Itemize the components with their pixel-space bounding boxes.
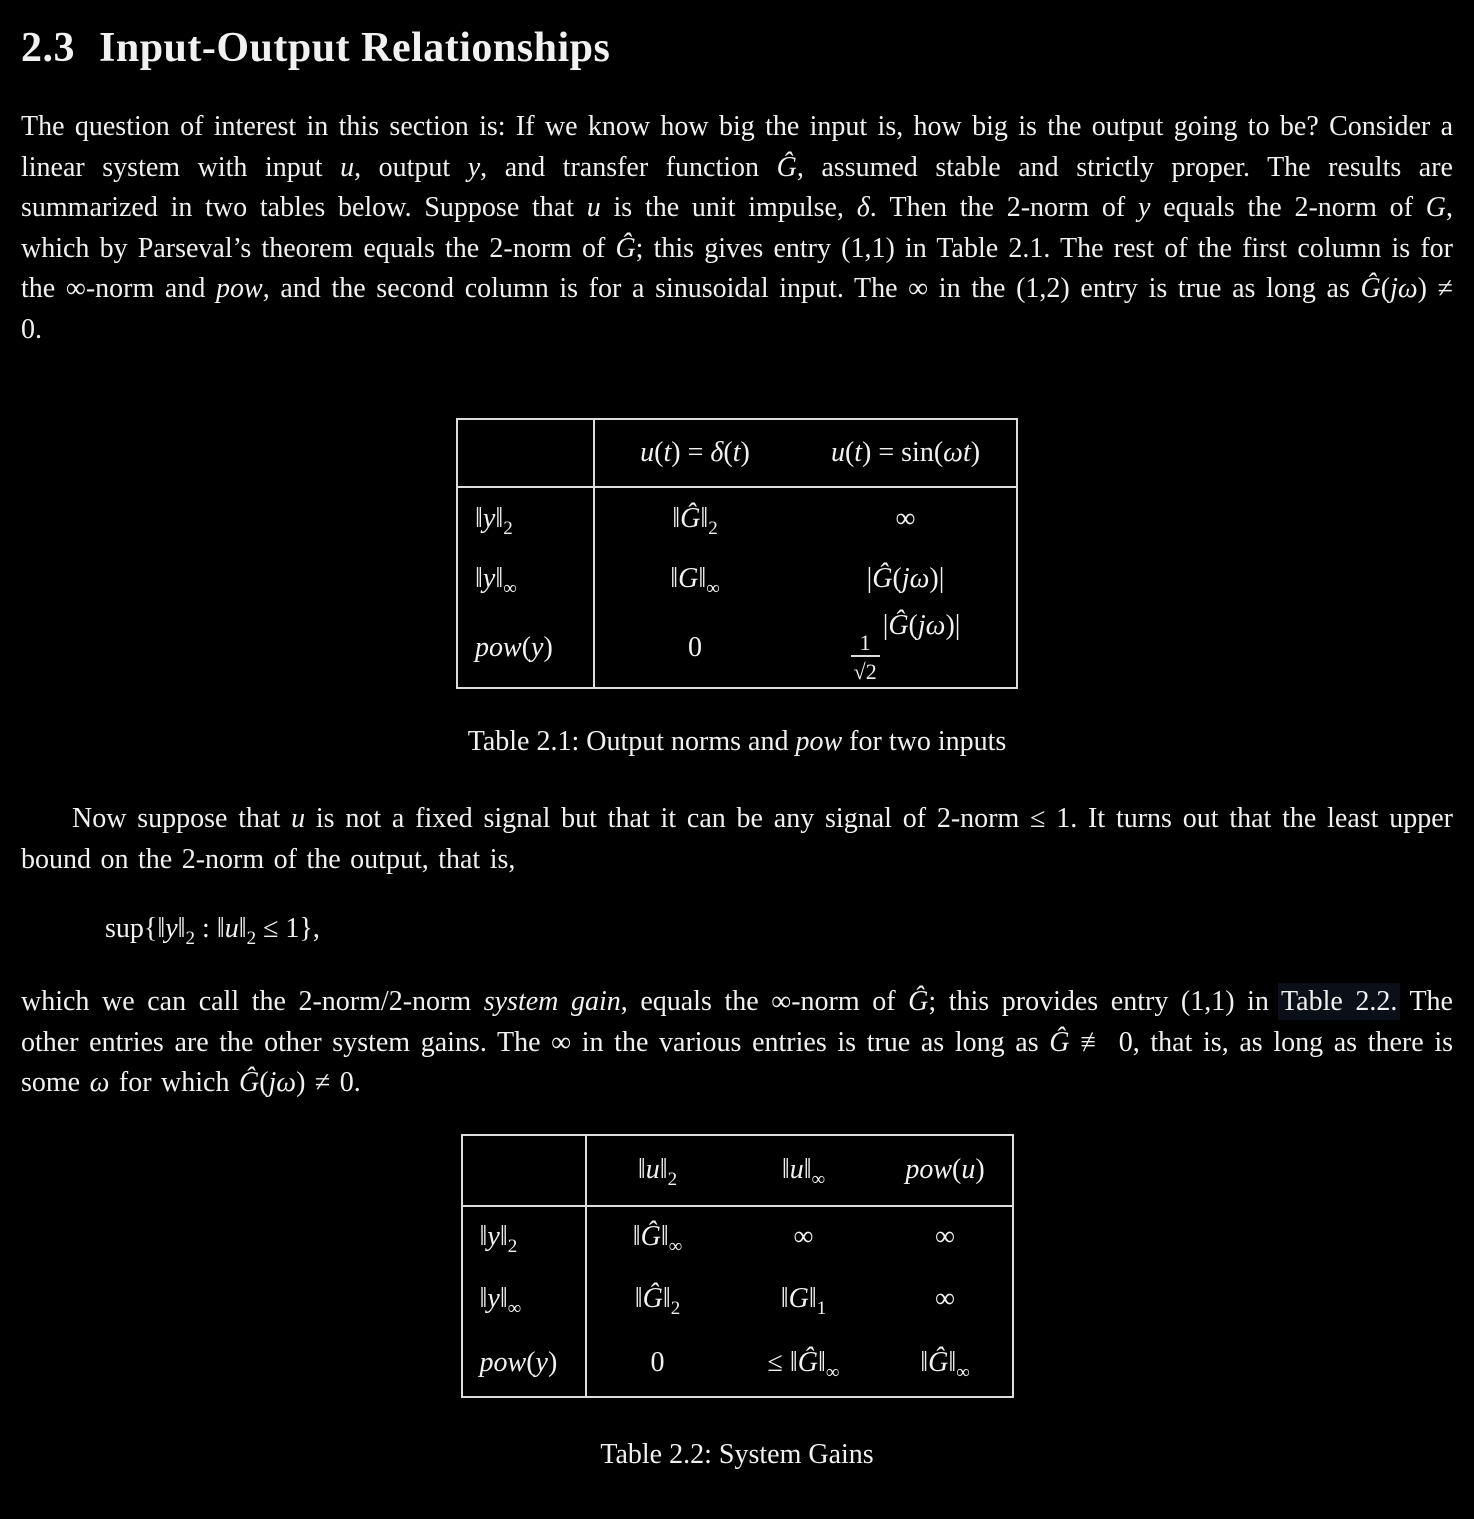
header-cell: $‖u‖_\infty$ — [729, 1135, 879, 1206]
value-cell: ∞ — [895, 502, 916, 534]
fraction-numerator: 1 — [859, 630, 871, 655]
value-cell: $‖Ĝ‖_2$ — [634, 1282, 681, 1319]
value-cell: 0 — [688, 632, 702, 663]
header-cell: u(t) = δ(t) — [594, 419, 795, 487]
table-2-2-header-row — [462, 1135, 1013, 1206]
row-label: pow(y) — [462, 1330, 586, 1397]
fraction-denominator: √2 — [851, 655, 880, 686]
header-cell: pow(u) — [879, 1135, 1013, 1206]
table-2-1-caption: Table 2.1: Output norms and pow for two inputs — [467, 726, 1007, 757]
value-cell: 0 — [650, 1346, 665, 1378]
table-row — [462, 1330, 1013, 1397]
header-cell: u(t) = sin(ωt) — [795, 419, 1017, 487]
value-cell: $‖G‖_1$ — [780, 1282, 827, 1319]
table-row — [462, 1268, 1013, 1330]
table-row — [462, 1206, 1013, 1268]
table-row — [457, 487, 1017, 549]
value-cell: ∞ — [935, 1282, 955, 1314]
fraction-trailing-term: |Ĝ(jω)| — [882, 610, 961, 641]
row-label: $‖y‖_2$ — [462, 1206, 586, 1268]
table-2-2-link[interactable]: Table 2.2. — [1281, 986, 1398, 1017]
row-label: $‖y‖_2$ — [457, 487, 594, 549]
value-cell: ≤ $‖Ĝ‖_\infty$ — [767, 1346, 840, 1383]
table-row — [457, 549, 1017, 609]
table-2-2 — [461, 1134, 1014, 1398]
table-row — [457, 609, 1017, 688]
paragraph-system-gain: which we can call the 2-norm/2-norm system gain, equals the ∞-norm of Ĝ; this provides entry (1,1) in Table 2.2. The other entries are the other system gains. The ∞ in the various entries is true as long as Ĝ ≢ 0, that is, as long as there is some ω for which Ĝ(jω) ≠ 0. — [21, 986, 1453, 1098]
table-2-1-header-row — [457, 419, 1017, 487]
header-cell: $‖u‖_2$ — [586, 1135, 729, 1206]
paragraph-intro: The question of interest in this section is: If we know how big the input is, how big is the output going to be? Consider a linear system with input u, output y, and transfer function Ĝ, assumed stable and strictly proper. The results are summarized in two tables below. Suppose that u is the unit impulse, δ. Then the 2-norm of y equals the 2-norm of G, which by Parseval’s theorem equals the 2-norm of Ĝ; this gives entry (1,1) in Table 2.1. The rest of the first column is for the ∞-norm and pow, and the second column is for a sinusoidal input. The ∞ in the (1,2) entry is true as long as Ĝ(jω) ≠ 0. — [21, 111, 1453, 345]
value-cell: $‖Ĝ‖_\infty$ — [632, 1221, 683, 1257]
value-cell: ∞ — [935, 1221, 955, 1252]
paragraph-now-suppose: Now suppose that u is not a fixed signal but that it can be any signal of 2-norm ≤ 1. It turns out that the least upper bound on the 2-norm of the output, that is, — [21, 803, 1453, 875]
corner-cell — [457, 419, 594, 487]
value-cell: |Ĝ(jω)| — [866, 563, 945, 594]
value-cell: $‖Ĝ‖_2$ — [672, 502, 718, 539]
value-cell: $‖Ĝ‖_\infty$ — [920, 1346, 970, 1383]
corner-cell — [462, 1135, 586, 1206]
section-title: Input-Output Relationships — [99, 25, 611, 71]
table-2-1 — [456, 418, 1018, 689]
fraction-one-over-sqrt2 — [851, 631, 880, 686]
value-cell: ∞ — [793, 1221, 814, 1252]
section-number: 2.3 — [21, 25, 75, 71]
table-2-2-caption: Table 2.2: System Gains — [600, 1438, 874, 1470]
row-label: pow(y) — [457, 609, 594, 688]
row-label: $‖y‖_\infty$ — [457, 549, 594, 609]
value-cell — [795, 609, 1017, 688]
section-heading — [21, 22, 1453, 74]
formula-sup-norm: $sup\{‖y‖_2$ : $‖u‖_2 \le 1$}, — [105, 913, 320, 949]
row-label: $‖y‖_\infty$ — [462, 1268, 586, 1330]
value-cell: $‖G‖_\infty$ — [670, 563, 720, 599]
